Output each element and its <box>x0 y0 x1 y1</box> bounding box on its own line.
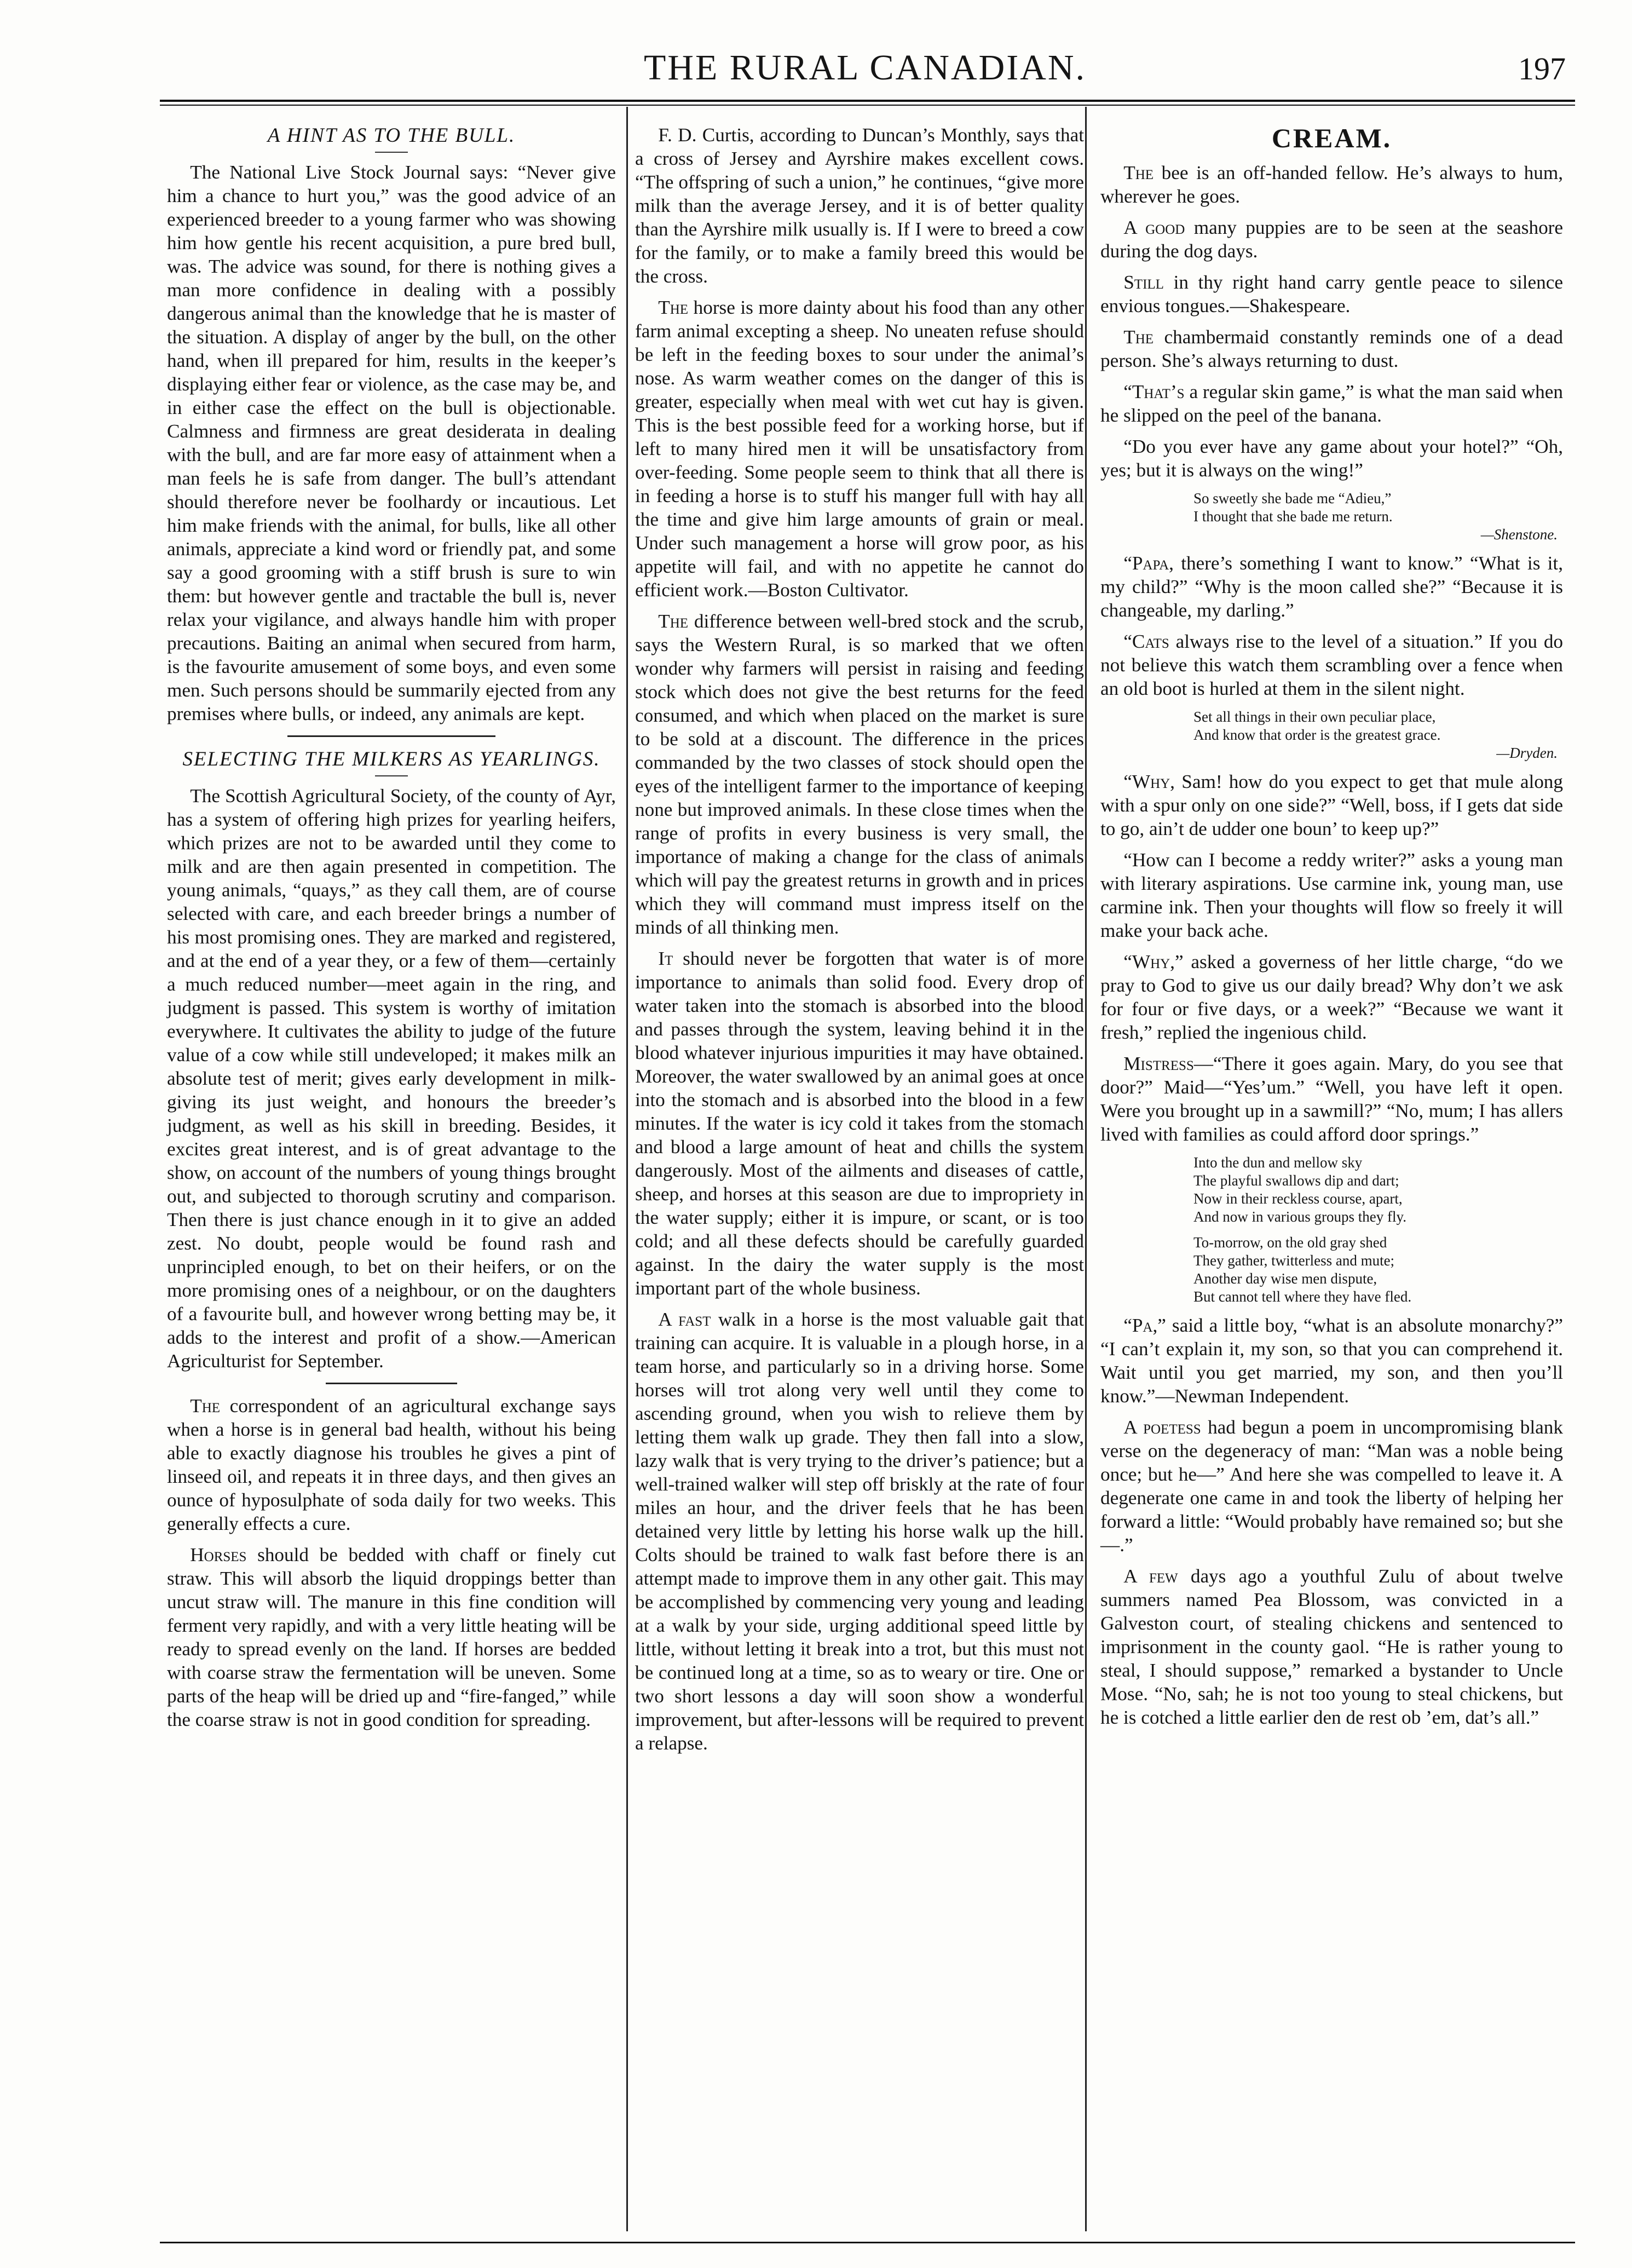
lead-word: A poetess <box>1123 1417 1201 1438</box>
paragraph-text: correspondent of an agricultural exchange says when a horse is in general bad health, without his being able to exactly diagnose his troubles he gives a pint of linseed oil, and repeats it in three days, and then gives an ounce of hyposulphate of soda daily for two weeks. This generally effects a cure. <box>167 1395 616 1534</box>
verse-line: They gather, twitterless and mute; <box>1193 1252 1395 1269</box>
column-divider <box>626 107 628 2231</box>
article-paragraph <box>635 296 1084 602</box>
paragraph-text: had begun a poem in uncompromising blank verse on the degeneracy of man: “Man was a noble being once; but he—” And here she was compelled to leave it. A degenerate one came in and took the liberty of helping her forward a little: “Would probably have remained so; but she—.” <box>1100 1417 1563 1556</box>
section-title: CREAM. <box>1271 123 1392 153</box>
header-rule-thin <box>160 105 1575 106</box>
article-title: SELECTING THE MILKERS AS YEARLINGS. <box>182 748 601 770</box>
lead-word: The <box>658 611 689 632</box>
paragraph-text: said a little boy, “what is an absolute monarchy?” “I can’t explain it, my son, so that you can comprehend it. Wait until you get married, my son, and then you’ll know.”—Newman Independent. <box>1100 1315 1563 1407</box>
verse <box>1193 1154 1563 1226</box>
article-paragraph: F. D. Curtis, according to Duncan’s Monthly, says that a cross of Jersey and Ayrshire makes excellent cows. “The offspring of such a union,” he continues, “give more milk than the average Jersey, and it is of better quality than the Ayrshire milk usually is. If I were to breed a cow for the family, or to make a family breed this would be the cross. <box>635 124 1084 287</box>
article-paragraph: The Scottish Agricultural Society, of the county of Ayr, has a system of offering high prizes for yearling heifers, which prizes are not to be awarded until they come to milk and are then again presented in competition. The young animals, “quays,” as they call them, are of course selected with care, and each breeder brings a number of his most promising ones. They are marked and registered, and at the end of a year they, or a few of them—certainly a much reduced number—meet again in the ring, and judgment is passed. This system is worthy of imitation everywhere. It cultivates the ability to judge of the future value of a cow while still undeveloped; it makes milk an absolute test of merit; gives early development in milk-giving its just weight, and honours the breeder’s judgment, as well as his skill in breeding. Besides, it excites great interest, and is of great advantage to the show, on account of the numbers of young things brought out, and subjected to thorough scrutiny and comparison. Then there is just chance enough in it to give an added zest. No doubt, people would be found rash and unprincipled enough, to bet on their heifers, or on the more promising ones of a neighbour, or on the daughters of a favourite bull, and however wrong betting may be, it adds to the interest and profit of a show.—American Agriculturist for September. <box>167 785 616 1372</box>
lead-word: The <box>1123 326 1154 348</box>
header-rule <box>160 100 1575 102</box>
joke-paragraph: “How can I become a reddy writer?” asks a young man with literary aspirations. Use carmine ink, young man, use carmine ink. Then your thoughts will flow so freely it will make your back ache. <box>1100 849 1563 941</box>
paragraph-text: should be bedded with chaff or finely cut straw. This will absorb the liquid droppings better than uncut straw will. The manure in this fine condition will ferment very rapidly, and with a very little heating will be ready to spread evenly on the land. If horses are bedded with coarse straw the fermentation will be uneven. Some parts of the heap will be dried up and “fire-fanged,” while the coarse straw is not in good condition for spreading. <box>167 1544 616 1730</box>
column-3 <box>1100 123 1563 1737</box>
lead-word: The <box>658 297 689 318</box>
lead-word: “Pa,” <box>1123 1315 1166 1336</box>
lead-word: A few <box>1123 1565 1178 1587</box>
verse <box>1193 1234 1563 1306</box>
article-title: A HINT AS TO THE BULL. <box>267 124 516 147</box>
verse-line: And know that order is the greatest grace. <box>1193 727 1441 743</box>
article-paragraph <box>167 1543 616 1731</box>
verse-line: The playful swallows dip and dart; <box>1193 1172 1399 1189</box>
verse <box>1193 490 1563 544</box>
paragraph-text: in thy right hand carry gentle peace to silence envious tongues.—Shakespeare. <box>1100 272 1563 316</box>
lead-word: Mistress <box>1123 1053 1194 1074</box>
lead-word: The <box>190 1395 221 1417</box>
lead-word: “Cats <box>1123 631 1169 652</box>
title-dash <box>375 775 408 776</box>
verse <box>1193 708 1563 762</box>
lead-word: The <box>1123 162 1154 183</box>
title-dash <box>375 152 408 153</box>
joke-paragraph <box>1100 216 1563 263</box>
paragraph-text: days ago a youthful Zulu of about twelve summers named Pea Blossom, was convicted in a Galveston court, of stealing chickens and sentenced to imprisonment in the county gaol. “He is rather young to steal, I should suppose,” remarked a bystander to Uncle Mose. “No, sah; he is not too young to steal chickens, but he is cotched a little earlier den de rest ob ’em, dat’s all.” <box>1100 1565 1563 1728</box>
joke-paragraph <box>1100 1415 1563 1557</box>
lead-word: “Papa, <box>1123 552 1174 574</box>
lead-word: Horses <box>190 1544 247 1565</box>
paragraph-text: asked a governess of her little charge, “do we pray to God to give us our daily bread? Why don’t we ask for four or five days, or a week?” “Because we want it fresh,” replied the ingenious child. <box>1100 951 1563 1043</box>
lead-word: “That’s <box>1123 381 1185 402</box>
verse-line: And now in various groups they fly. <box>1193 1208 1406 1225</box>
column-2 <box>635 123 1084 1763</box>
lead-word: “Why,” <box>1123 951 1184 972</box>
paragraph-text: many puppies are to be seen at the seashore during the dog days. <box>1100 217 1564 262</box>
page-title: THE RURAL CANADIAN. <box>643 48 1086 88</box>
verse-line: So sweetly she bade me “Adieu,” <box>1193 490 1392 506</box>
paragraph-text: should never be forgotten that water is of more importance to animals than solid food. Every drop of water taken into the stomach is absorbed into the blood and passes through the system, leaving behind it in the blood whatever injurious impurities it may have obtained. Moreover, the water swallowed by an animal goes at once into the stomach and is absorbed into the blood in a few minutes. If the water is icy cold it takes from the stomach and blood a large amount of heat and chills the system dangerously. Most of the ailments and diseases of cattle, sheep, and horses at this season are due to impropriety in the water supply; either it is impure, or scant, or is too cold; and all these defects should be carefully guarded against. In the dairy the water supply is the most important part of the whole business. <box>635 948 1085 1299</box>
verse-attribution: —Shenstone. <box>1480 526 1558 543</box>
verse-line: But cannot tell where they have fled. <box>1193 1288 1412 1305</box>
column-divider <box>1085 107 1087 2231</box>
page-number: 197 <box>1518 51 1566 87</box>
article-separator <box>326 1383 457 1384</box>
paragraph-text: a regular skin game,” is what the man said when he slipped on the peel of the banana. <box>1100 381 1563 426</box>
article-separator <box>287 735 495 737</box>
paragraph-text: there’s something I want to know.” “What is it, my child?” “Why is the moon called she?” “Because it is changeable, my darling.” <box>1100 552 1563 621</box>
article-paragraph <box>635 609 1084 939</box>
verse-attribution: —Dryden. <box>1496 745 1558 761</box>
article-paragraph <box>635 947 1084 1300</box>
verse-line: I thought that she bade me return. <box>1193 508 1393 525</box>
joke-paragraph <box>1100 950 1563 1044</box>
article-paragraph <box>167 1394 616 1535</box>
lead-word: Still <box>1123 272 1164 293</box>
article-paragraph <box>635 1308 1084 1755</box>
joke-paragraph: “Do you ever have any game about your hotel?” “Oh, yes; but it is always on the wing!” <box>1100 436 1563 481</box>
verse-line: Now in their reckless course, apart, <box>1193 1190 1403 1207</box>
column-1 <box>167 123 616 1739</box>
joke-paragraph <box>1100 1314 1563 1408</box>
verse-line: Another day wise men dispute, <box>1193 1270 1377 1287</box>
joke-paragraph <box>1100 770 1563 841</box>
joke-paragraph <box>1100 551 1563 622</box>
joke-paragraph <box>1100 1564 1563 1729</box>
paragraph-text: walk in a horse is the most valuable gait that training can acquire. It is valuable in a plough horse, in a team horse, and particularly so in a driving horse. Some horses will trot along very well until they come to ascending ground, when you wish to relieve them by letting them walk up grade. They then fall into a slow, lazy walk that is very trying to the driver’s patience; but a well-trained walker will step off briskly at the rate of four miles an hour, and the driver feels that he has been detained very little by letting his horse walk up the hill. Colts should be trained to walk fast before there is an attempt made to improve them in any other gait. This may be accomplished by commencing very young and leading at a walk by your side, urging additional speed little by little, without letting it break into a trot, but this must not be continued long at a time, so as to weary or tire. One or two short lessons a day will soon show a wonderful improvement, but after-lessons will be required to prevent a relapse. <box>635 1309 1084 1754</box>
paragraph-text: horse is more dainty about his food than any other farm animal excepting a sheep. No uneaten refuse should be left in the feeding boxes to sour under the animal’s nose. As warm weather comes on the danger of this is greater, especially when meal with wet cut hay is given. This is the best possible feed for a working horse, but if left to many hired men it will be unsatisfactory from over-feeding. Some people seem to think that all there is in feeding a horse is to stuff his manger full with hay all the time and give him large amounts of grain or meal. Under such management a horse will grow poor, as his appetite will fail, and with no appetite he cannot do efficient work.—Boston Cultivator. <box>635 297 1084 601</box>
lead-word: “Why, <box>1123 771 1175 792</box>
masthead <box>164 43 1566 97</box>
verse-line: Set all things in their own peculiar place, <box>1193 709 1436 725</box>
joke-paragraph <box>1100 1052 1563 1146</box>
lead-word: It <box>658 948 673 969</box>
lead-word: A fast <box>658 1309 711 1330</box>
lead-word: A good <box>1123 217 1185 238</box>
verse-line: To-morrow, on the old gray shed <box>1193 1234 1387 1251</box>
article-paragraph: The National Live Stock Journal says: “Never give him a chance to hurt you,” was the good advice of an experienced breeder to a young farmer who was showing him how gentle his recent acquisition, a pure bred bull, was. The advice was sound, for there is nothing gives a man more confidence in dealing with a possibly dangerous animal than the knowledge that he is master of the situation. A display of anger by the bull, on the other hand, when ill prepared for him, results in the keeper’s displaying either fear or violence, as the case may be, and in either case the effect on the bull is objectionable. Calmness and firmness are great desiderata in dealing with the bull, and are far more easy of attainment when a man feels he is safe from danger. The bull’s attendant should therefore never be foolhardy or incautious. Let him make friends with the animal, for bulls, like all other animals, appreciate a kind word or friendly pat, and some say a good grooming with a stiff brush is sure to win them: but however gentle and tractable the bull is, never relax your vigilance, and always handle him with proper precautions. Baiting an animal when secured from harm, is the favourite amusement of some boys, and even some men. Such persons should be summarily ejected from any premises where bulls, or indeed, any animals are kept. <box>167 162 616 724</box>
paragraph-text: difference between well-bred stock and the scrub, says the Western Rural, is so marked that we often wonder why farmers will persist in raising and feeding stock which does not give the best returns for the feed consumed, and which when placed on the market is sure to be sold at a discount. The difference in the prices commanded by the two classes of stock should open the eyes of the intelligent farmer to the importance of keeping none but improved animals. In these close times when the range of profits in every business is very small, the importance of making a change for the class of animals which will pay the greatest returns in growth and in prices which they will command must impress itself on the minds of all thinking men. <box>635 611 1085 938</box>
paragraph-text: bee is an off-handed fellow. He’s always to hum, wherever he goes. <box>1100 162 1564 207</box>
paragraph-text: chambermaid constantly reminds one of a dead person. She’s always returning to dust. <box>1100 326 1564 371</box>
footer-rule <box>160 2242 1575 2243</box>
paragraph-text: always rise to the level of a situation.” If you do not believe this watch them scrambling over a fence when an old boot is hurled at them in the silent night. <box>1100 631 1564 699</box>
joke-paragraph <box>1100 270 1563 318</box>
paragraph-text: Sam! how do you expect to get that mule along with a spur only on one side?” “Well, boss, if I gets dat side to go, ain’t de udder one boun’ to keep up?” <box>1100 771 1563 839</box>
joke-paragraph <box>1100 325 1563 372</box>
paragraph-text: —“There it goes again. Mary, do you see that door?” Maid—“Yes’um.” “Well, you have left it open. Were you brought up in a sawmill?” “No, mum; I has allers lived with families as could afford door springs.” <box>1100 1053 1563 1145</box>
verse-line: Into the dun and mellow sky <box>1193 1154 1363 1171</box>
joke-paragraph <box>1100 161 1563 208</box>
joke-paragraph <box>1100 630 1563 700</box>
joke-paragraph <box>1100 380 1563 427</box>
